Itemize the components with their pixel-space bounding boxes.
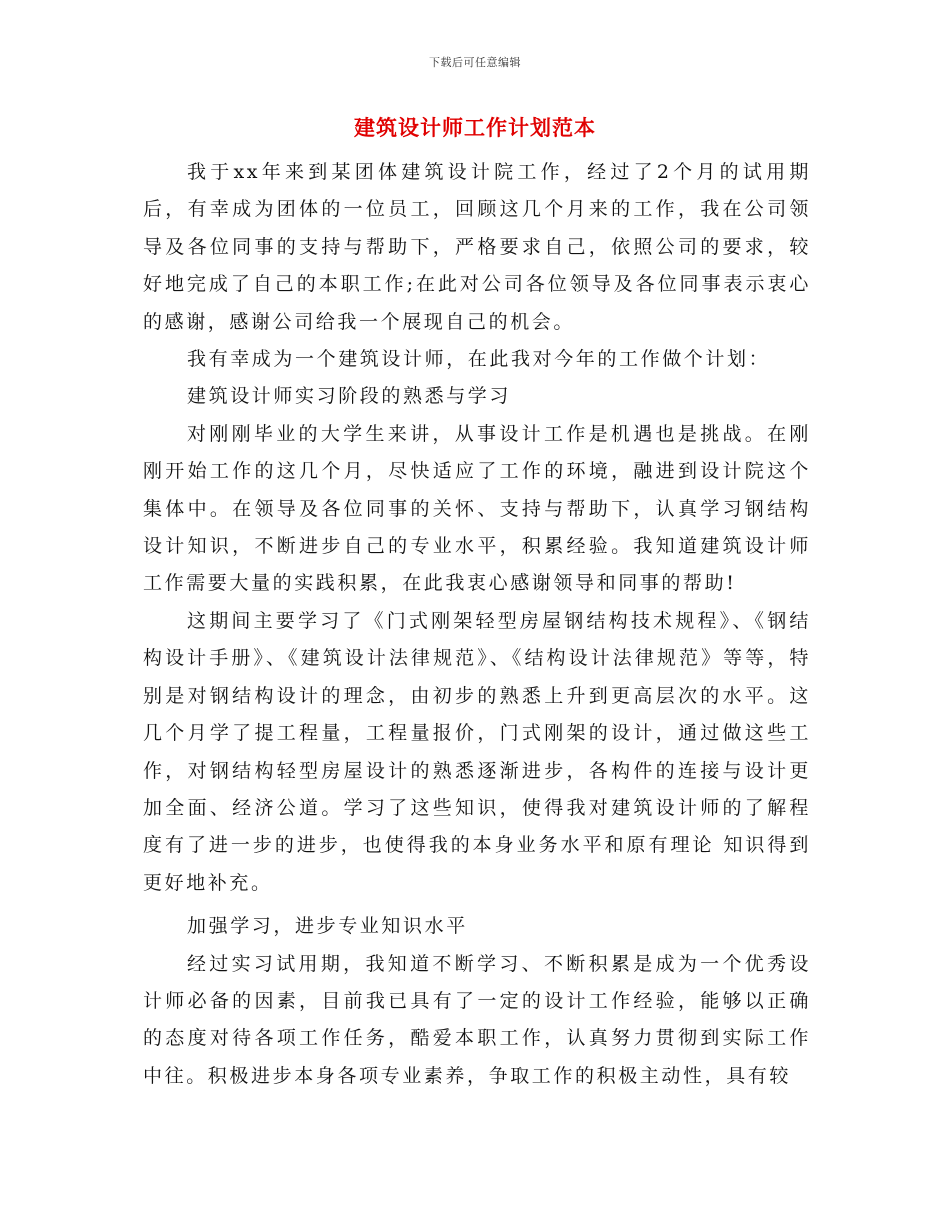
section-heading-internship: 建筑设计师实习阶段的熟悉与学习 <box>187 385 512 408</box>
document-body <box>143 154 811 1095</box>
section-heading-learning: 加强学习，进步专业知识水平 <box>187 915 468 938</box>
header-note: 下载后可任意编辑 <box>429 56 521 69</box>
paragraph-learning: 经过实习试用期，我知道不断学习、不断积累是成为一个优秀设计师必备的因素，目前我已具有了一定的设计工作经验，能够以正确的态度对待各项工作任务，酷爱本职工作，认真努力贯彻到实际工作中往。积极进步本身各项专业素养，争取工作的积极主动性，具有较 <box>143 952 811 1087</box>
paragraph-internship: 对刚刚毕业的大学生来讲，从事设计工作是机遇也是挑战。在刚刚开始工作的这几个月，尽快适应了工作的环境，融进到设计院这个集体中。在领导及各位同事的关怀、支持与帮助下，认真学习钢结构设计知识，不断进步自己的专业水平，积累经验。我知道建筑设计师工作需要大量的实践积累，在此我衷心感谢领导和同事的帮助! <box>143 422 811 595</box>
paragraph-plan-statement: 我有幸成为一个建筑设计师，在此我对今年的工作做个计划： <box>187 348 771 371</box>
paragraph-intro: 我于xx年来到某团体建筑设计院工作，经过了2个月的试用期后，有幸成为团体的一位员工，回顾这几个月来的工作，我在公司领导及各位同事的支持与帮助下，严格要求自己，依照公司的要求，较好地完成了自己的本职工作;在此对公司各位领导及各位同事表示衷心的感谢，感谢公司给我一个展现自己的机会。 <box>143 161 811 333</box>
document-title: 建筑设计师工作计划范本 <box>354 116 596 140</box>
paragraph-study: 这期间主要学习了《门式刚架轻型房屋钢结构技术规程》、《钢结构设计手册》、《建筑设计法律规范》、《结构设计法律规范》等等，特别是对钢结构设计的理念，由初步的熟悉上升到更高层次的水平。这几个月学了提工程量，工程量报价，门式刚架的设计，通过做这些工作，对钢结构轻型房屋设计的熟悉逐渐进步，各构件的连接与设计更加全面、经济公道。学习了这些知识，使得我对建筑设计师的了解程度有了进一步的进步，也使得我的本身业务水平和原有理论 知识得到更好地补充。 <box>143 609 811 894</box>
